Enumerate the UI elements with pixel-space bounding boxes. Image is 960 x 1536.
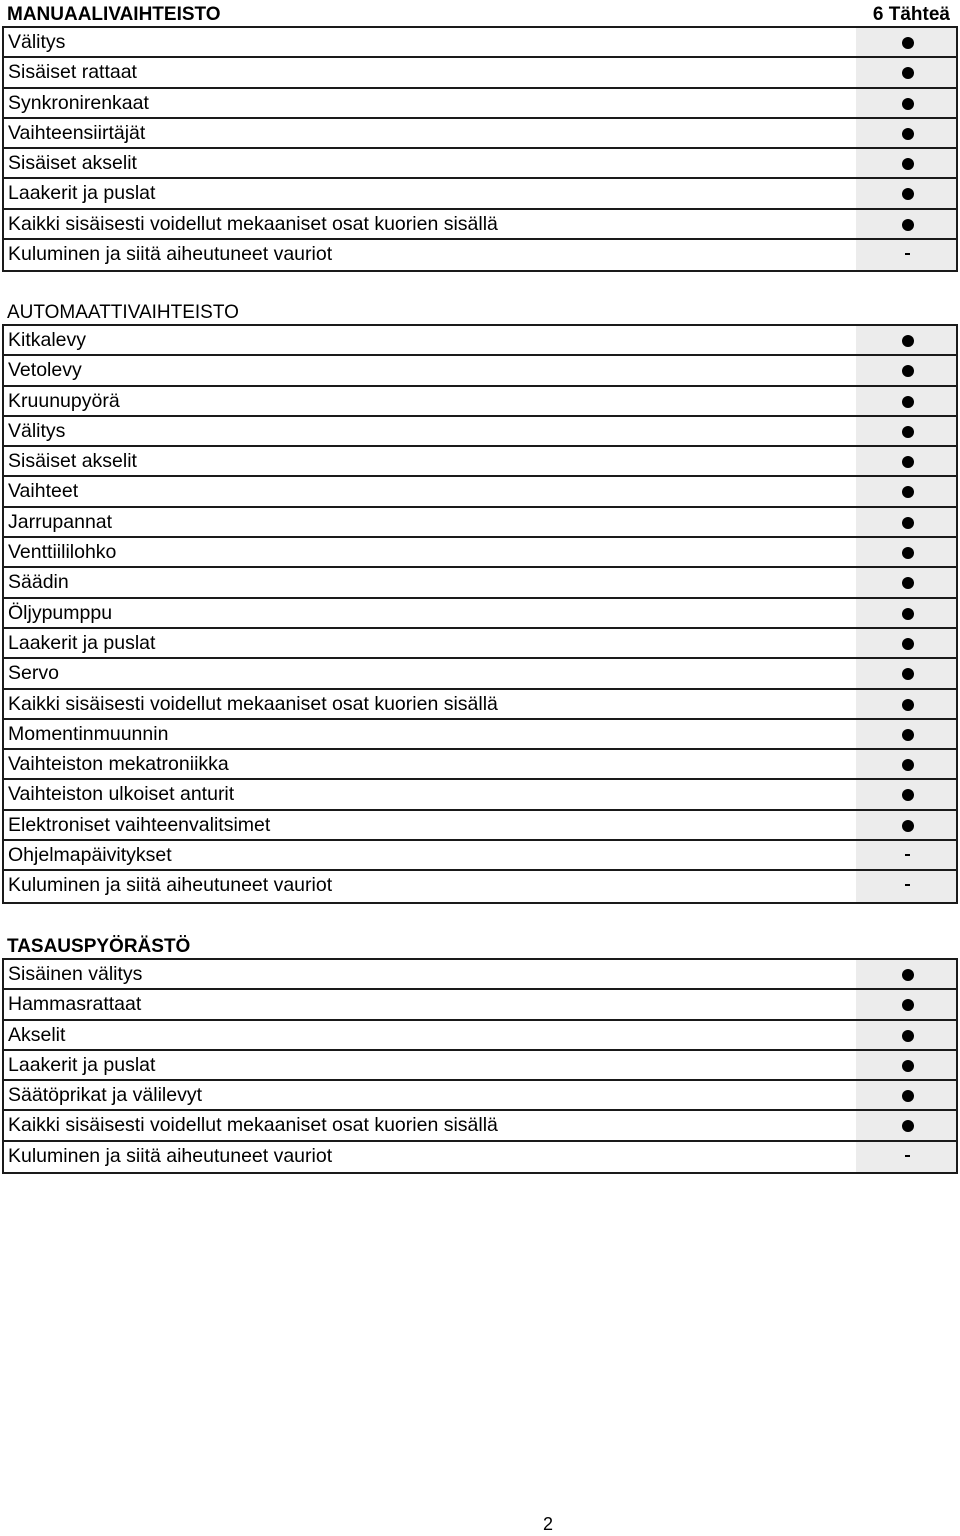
table-row xyxy=(4,568,956,598)
row-label: Vetolevy xyxy=(8,359,82,382)
row-label: Servo xyxy=(8,662,59,685)
table-row xyxy=(4,871,956,901)
row-label: Kruunupyörä xyxy=(8,389,120,412)
included-dot-icon xyxy=(902,1060,914,1072)
section-header xyxy=(2,0,958,26)
included-dot-icon xyxy=(902,158,914,170)
coverage-cell xyxy=(856,871,956,901)
row-label: Akselit xyxy=(8,1023,66,1046)
coverage-cell xyxy=(856,1111,956,1139)
table-row xyxy=(4,960,956,990)
table-row xyxy=(4,58,956,88)
coverage-cell xyxy=(856,89,956,117)
coverage-cell xyxy=(856,1051,956,1079)
coverage-cell xyxy=(856,750,956,778)
table-row xyxy=(4,1142,956,1172)
section-header xyxy=(2,932,958,958)
table-row xyxy=(4,990,956,1020)
row-label: Kitkalevy xyxy=(8,329,87,351)
coverage-cell xyxy=(856,179,956,207)
row-label: Elektroniset vaihteenvalitsimet xyxy=(8,813,271,836)
coverage-cell xyxy=(856,119,956,147)
included-dot-icon xyxy=(902,128,914,140)
table-row xyxy=(4,240,956,270)
row-label: Kaikki sisäisesti voidellut mekaaniset osat kuorien sisällä xyxy=(8,212,498,235)
table-row xyxy=(4,89,956,119)
coverage-cell xyxy=(856,417,956,445)
coverage-cell xyxy=(856,210,956,238)
section-title: AUTOMAATTIVAIHTEISTO xyxy=(7,302,239,323)
column-label: 6 Tähteä xyxy=(872,4,950,25)
table-row xyxy=(4,1111,956,1141)
section-title: MANUAALIVAIHTEISTO xyxy=(7,4,221,25)
row-label: Laakerit ja puslat xyxy=(8,1053,156,1076)
table-row xyxy=(4,447,956,477)
coverage-cell xyxy=(856,568,956,596)
row-label: Laakerit ja puslat xyxy=(8,631,156,654)
included-dot-icon xyxy=(902,1090,914,1102)
row-label: Välitys xyxy=(8,31,66,53)
included-dot-icon xyxy=(902,426,914,438)
excluded-dash-icon xyxy=(905,1155,910,1157)
table-row xyxy=(4,119,956,149)
included-dot-icon xyxy=(902,1030,914,1042)
included-dot-icon xyxy=(902,789,914,801)
row-label: Vaihteiston ulkoiset anturit xyxy=(8,783,235,806)
row-label: Vaihteensiirtäjät xyxy=(8,121,146,144)
row-label: Laakerit ja puslat xyxy=(8,182,156,205)
coverage-table xyxy=(2,26,958,272)
row-label: Kuluminen ja siitä aiheutuneet vauriot xyxy=(8,874,333,897)
coverage-table xyxy=(2,958,958,1174)
coverage-cell xyxy=(856,1142,956,1172)
included-dot-icon xyxy=(902,699,914,711)
coverage-cell xyxy=(856,841,956,869)
coverage-cell xyxy=(856,538,956,566)
table-row xyxy=(4,841,956,871)
coverage-cell xyxy=(856,629,956,657)
row-label: Välitys xyxy=(8,419,66,442)
included-dot-icon xyxy=(902,577,914,589)
coverage-cell xyxy=(856,960,956,988)
included-dot-icon xyxy=(902,335,914,347)
table-row xyxy=(4,508,956,538)
row-label: Momentinmuunnin xyxy=(8,722,169,745)
section-title: TASAUSPYÖRÄSTÖ xyxy=(7,936,191,957)
table-row xyxy=(4,1081,956,1111)
coverage-cell xyxy=(856,659,956,687)
coverage-cell xyxy=(856,720,956,748)
included-dot-icon xyxy=(902,365,914,377)
section-header xyxy=(2,298,958,324)
table-row xyxy=(4,659,956,689)
coverage-cell xyxy=(856,447,956,475)
table-row xyxy=(4,750,956,780)
coverage-cell xyxy=(856,690,956,718)
included-dot-icon xyxy=(902,188,914,200)
row-label: Sisäinen välitys xyxy=(8,963,143,985)
included-dot-icon xyxy=(902,608,914,620)
coverage-cell xyxy=(856,780,956,808)
table-row xyxy=(4,417,956,447)
excluded-dash-icon xyxy=(905,884,910,886)
row-label: Sisäiset akselit xyxy=(8,450,137,473)
coverage-cell xyxy=(856,1081,956,1109)
coverage-cell xyxy=(856,326,956,354)
section-automatic-transmission xyxy=(2,298,958,904)
coverage-cell xyxy=(856,58,956,86)
row-label: Vaihteet xyxy=(8,480,79,503)
coverage-cell xyxy=(856,240,956,270)
included-dot-icon xyxy=(902,759,914,771)
table-row xyxy=(4,538,956,568)
included-dot-icon xyxy=(902,517,914,529)
included-dot-icon xyxy=(902,1120,914,1132)
row-label: Hammasrattaat xyxy=(8,993,142,1016)
row-label: Kaikki sisäisesti voidellut mekaaniset osat kuorien sisällä xyxy=(8,1114,498,1137)
included-dot-icon xyxy=(902,98,914,110)
section-differential xyxy=(2,932,958,1174)
included-dot-icon xyxy=(902,969,914,981)
included-dot-icon xyxy=(902,67,914,79)
included-dot-icon xyxy=(902,999,914,1011)
included-dot-icon xyxy=(902,729,914,741)
row-label: Säädin xyxy=(8,571,69,594)
table-row xyxy=(4,690,956,720)
excluded-dash-icon xyxy=(905,854,910,856)
included-dot-icon xyxy=(902,668,914,680)
table-row xyxy=(4,149,956,179)
included-dot-icon xyxy=(902,456,914,468)
excluded-dash-icon xyxy=(905,253,910,255)
row-label: Kuluminen ja siitä aiheutuneet vauriot xyxy=(8,243,333,266)
row-label: Kaikki sisäisesti voidellut mekaaniset osat kuorien sisällä xyxy=(8,692,498,715)
row-label: Jarrupannat xyxy=(8,510,113,533)
table-row xyxy=(4,780,956,810)
coverage-cell xyxy=(856,356,956,384)
table-row xyxy=(4,28,956,58)
coverage-cell xyxy=(856,387,956,415)
table-row xyxy=(4,811,956,841)
coverage-cell xyxy=(856,28,956,56)
included-dot-icon xyxy=(902,547,914,559)
row-label: Venttiililohko xyxy=(8,541,117,564)
table-row xyxy=(4,1051,956,1081)
table-row xyxy=(4,179,956,209)
row-label: Öljypumppu xyxy=(8,601,113,624)
row-label: Synkronirenkaat xyxy=(8,91,149,114)
table-row xyxy=(4,356,956,386)
table-row xyxy=(4,210,956,240)
table-row xyxy=(4,387,956,417)
table-row xyxy=(4,720,956,750)
coverage-cell xyxy=(856,990,956,1018)
coverage-table xyxy=(2,324,958,904)
included-dot-icon xyxy=(902,486,914,498)
table-row xyxy=(4,599,956,629)
row-label: Säätöprikat ja välilevyt xyxy=(8,1084,203,1107)
table-row xyxy=(4,1021,956,1051)
row-label: Vaihteiston mekatroniikka xyxy=(8,753,229,776)
included-dot-icon xyxy=(902,219,914,231)
coverage-cell xyxy=(856,811,956,839)
row-label: Ohjelmapäivitykset xyxy=(8,844,172,867)
coverage-cell xyxy=(856,1021,956,1049)
section-manual-transmission xyxy=(2,0,958,272)
table-row xyxy=(4,629,956,659)
included-dot-icon xyxy=(902,638,914,650)
included-dot-icon xyxy=(902,37,914,49)
included-dot-icon xyxy=(902,820,914,832)
table-row xyxy=(4,477,956,507)
row-label: Kuluminen ja siitä aiheutuneet vauriot xyxy=(8,1144,333,1167)
table-row xyxy=(4,326,956,356)
row-label: Sisäiset akselit xyxy=(8,152,137,175)
coverage-cell xyxy=(856,477,956,505)
coverage-cell xyxy=(856,149,956,177)
coverage-cell xyxy=(856,508,956,536)
page-number: 2 xyxy=(542,1514,553,1534)
coverage-cell xyxy=(856,599,956,627)
row-label: Sisäiset rattaat xyxy=(8,61,137,84)
included-dot-icon xyxy=(902,396,914,408)
